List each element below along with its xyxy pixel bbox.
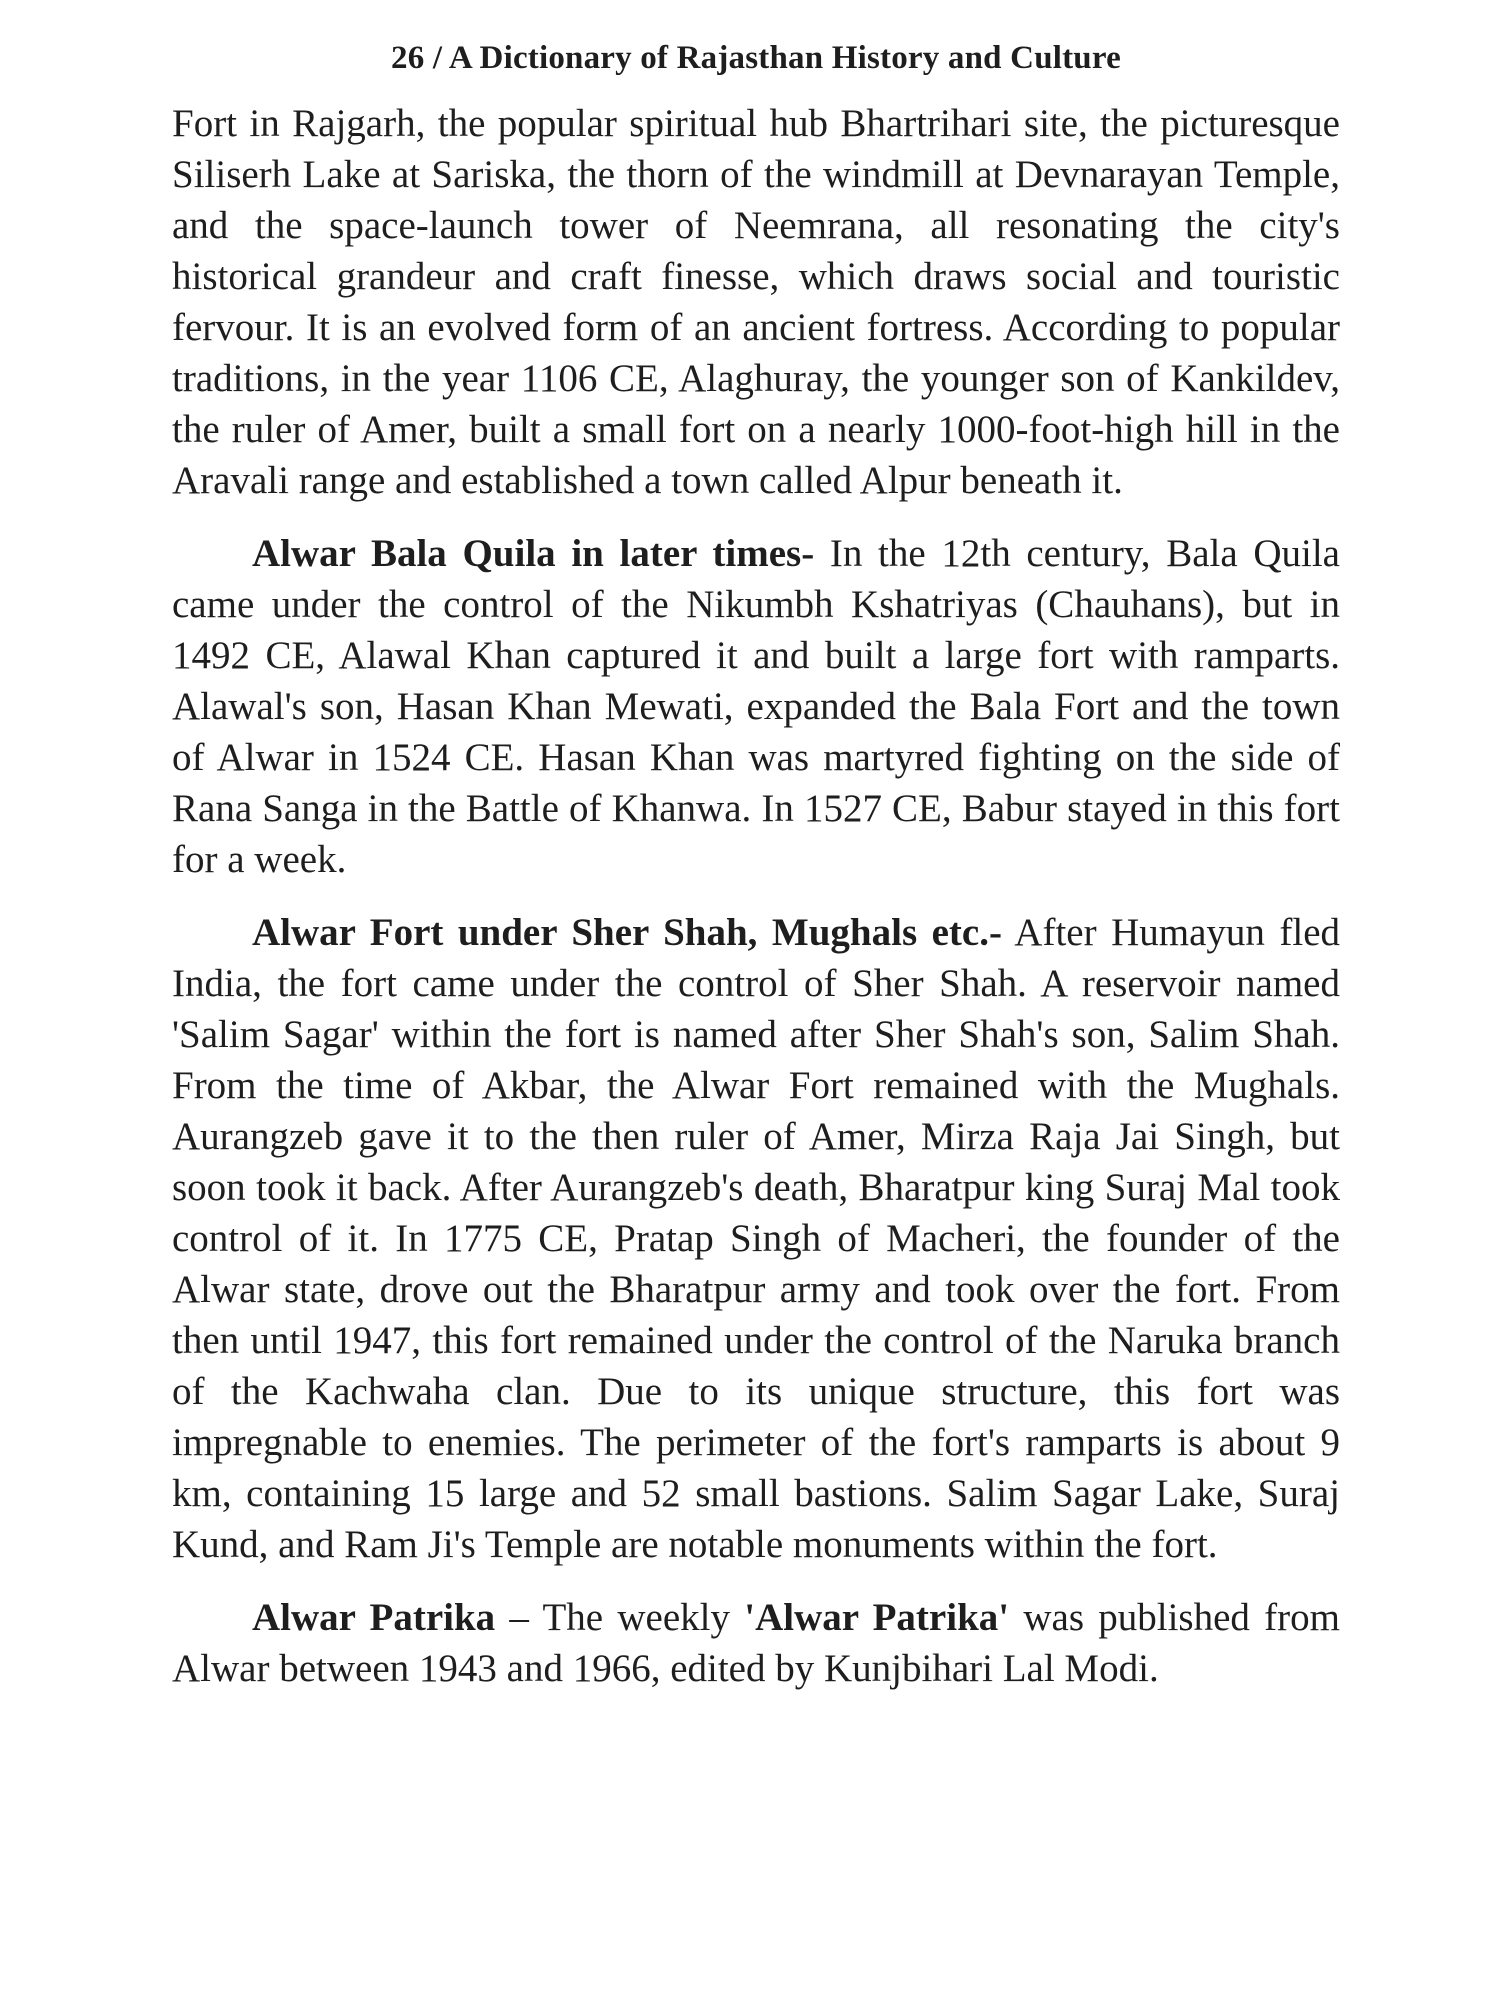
paragraph-continued bbox=[172, 98, 1340, 506]
publication-name: 'Alwar Patrika' bbox=[744, 1596, 1010, 1639]
book-page bbox=[172, 30, 1340, 1694]
entry-body: – The weekly bbox=[495, 1596, 745, 1639]
running-head: 26 / A Dictionary of Rajasthan History and Culture bbox=[391, 40, 1121, 76]
entry-body: was published from Alwar between 1943 and 1966, edited by Kunjbihari Lal Modi. bbox=[172, 1596, 1340, 1690]
entry-heading: Alwar Patrika bbox=[252, 1596, 496, 1639]
entry-alwar-patrika bbox=[172, 1592, 1340, 1694]
entry-bala-quila-later-times bbox=[172, 528, 1340, 885]
entry-body: After Humayun fled India, the fort came under the control of Sher Shah. A reservoir named 'Salim Sagar' within the fort is named after Sher Shah's son, Salim Shah. From the time of Akbar, the Alwar Fort remained with the Mughals. Aurangzeb gave it to the then ruler of Amer, Mirza Raja Jai Singh, but soon took it back. After Aurangzeb's death, Bharatpur king Suraj Mal took control of it. In 1775 CE, Pratap Singh of Macheri, the founder of the Alwar state, drove out the Bharatpur army and took over the fort. From then until 1947, this fort remained under the control of the Naruka branch of the Kachwaha clan. Due to its unique structure, this fort was impregnable to enemies. The perimeter of the fort's ramparts is about 9 km, containing 15 large and 52 small bastions. Salim Sagar Lake, Suraj Kund, and Ram Ji's Temple are notable monuments within the fort. bbox=[172, 911, 1341, 1566]
entry-heading: Alwar Fort under Sher Shah, Mughals etc.- bbox=[252, 911, 1002, 954]
entry-fort-under-sher-shah bbox=[172, 907, 1340, 1570]
entry-heading: Alwar Bala Quila in later times- bbox=[252, 532, 815, 575]
entry-body: In the 12th century, Bala Quila came under the control of the Nikumbh Kshatriyas (Chauhans), but in 1492 CE, Alawal Khan captured it and built a large fort with ramparts. Alawal's son, Hasan Khan Mewati, expanded the Bala Fort and the town of Alwar in 1524 CE. Hasan Khan was martyred fighting on the side of Rana Sanga in the Battle of Khanwa. In 1527 CE, Babur stayed in this fort for a week. bbox=[172, 532, 1340, 881]
paragraph-body: Fort in Rajgarh, the popular spiritual hub Bhartrihari site, the picturesque Siliserh Lake at Sariska, the thorn of the windmill at Devnarayan Temple, and the space-launch tower of Neemrana, all resonating the city's historical grandeur and craft finesse, which draws social and touristic fervour. It is an evolved form of an ancient fortress. According to popular traditions, in the year 1106 CE, Alaghuray, the younger son of Kankildev, the ruler of Amer, built a small fort on a nearly 1000-foot-high hill in the Aravali range and established a town called Alpur beneath it. bbox=[172, 102, 1340, 502]
